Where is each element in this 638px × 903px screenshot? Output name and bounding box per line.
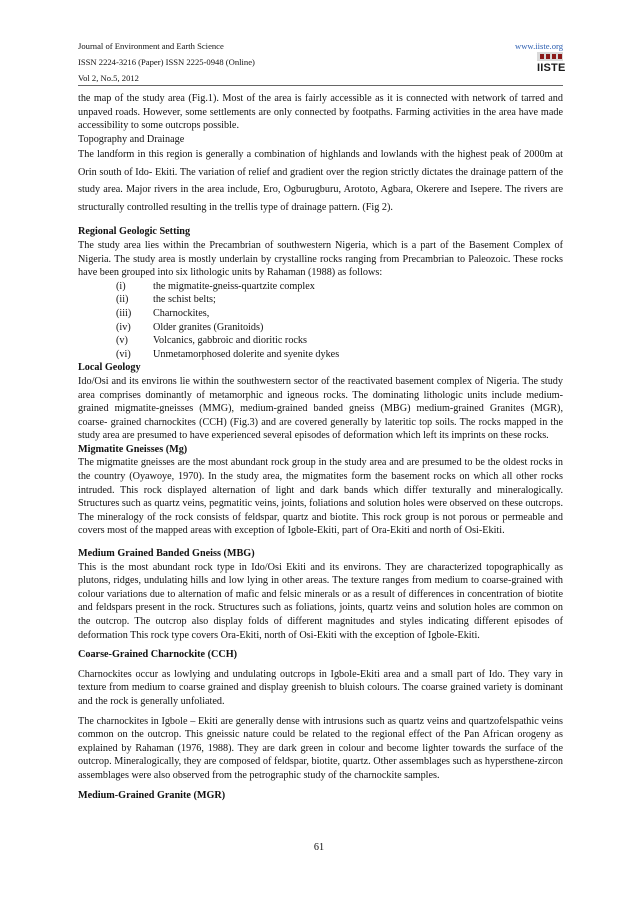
intro-paragraph: the map of the study area (Fig.1). Most of the area is fairly accessible as it is connected with network of tarred and unpaved roads. However, some settlements are only connected by footpaths. Farming activities in the area have made accessibility to some outcrops possible. bbox=[78, 93, 563, 132]
topography-heading: Topography and Drainage bbox=[78, 133, 185, 145]
mgr-heading: Medium-Grained Granite (MGR) bbox=[78, 789, 226, 801]
issn-text: ISSN 2224-3216 (Paper) ISSN 2225-0948 (Online) bbox=[78, 57, 255, 67]
volume-text: Vol 2, No.5, 2012 bbox=[78, 73, 139, 83]
cch-paragraph-1: Charnockites occur as lowlying and undulating outcrops in Igbole-Ekiti area and a small part of Ido. They vary in texture from medium to coarse grained and display greenish to bluish colours. The coarse grained variety is dominant and the rock is generally unfoliated. bbox=[78, 668, 563, 707]
iiste-logo bbox=[537, 52, 566, 76]
list-item: (vi) Unmetamorphosed dolerite and syenite dykes bbox=[116, 348, 340, 360]
topography-paragraph: The landform in this region is generally a combination of highlands and lowlands with the highest peak of 2000m at Orin south of Ido- Ekiti. The variation of relief and gradient over the region strictly dictates the drainage pattern of the study area. Major rivers in the area include, Ero, Ogburugburu, Arototo, Agbara, Okerere and Isepere. The rivers are structurally controlled resulting in the trellis type of drainage pattern. (Fig 2). bbox=[78, 149, 563, 213]
list-item: (iii) Charnockites, bbox=[116, 307, 210, 319]
article-body bbox=[78, 92, 563, 802]
header-divider bbox=[78, 85, 563, 86]
list-item: (ii) the schist belts; bbox=[116, 294, 216, 306]
regional-geology-paragraph: The study area lies within the Precambrian of southwestern Nigeria, which is a part of the Basement Complex of Nigeria. The study area is mostly underlain by crystalline rocks ranging from Precambrian to Paleozoic. These rocks have been grouped into six lithologic units by Rahaman (1988) as follows: bbox=[78, 239, 563, 279]
mbg-heading: Medium Grained Banded Gneiss (MBG) bbox=[78, 548, 255, 560]
list-item: (i) the migmatite-gneiss-quartzite complex bbox=[116, 280, 315, 292]
local-geology-paragraph: Ido/Osi and its environs lie within the southwestern sector of the reactivated basement complex of Nigeria. The study area comprises dominantly of metamorphic and igneous rocks. The dominating lithologic units include medium-grained migmatite-gneisses (MMG), medium-grained banded gneiss (MBG) medium-grained Granites (MGR), coarse- grained charnockites (CCH) (Fig.3) and are covered generally by lateritic top soils. The rocks mapped in the study area are presumed to have experienced several episodes of deformation which left its imprints on these rocks. bbox=[78, 375, 563, 442]
journal-title: Journal of Environment and Earth Science bbox=[78, 41, 224, 51]
mbg-paragraph: This is the most abundant rock type in Ido/Osi Ekiti and its environs. They are characterized topographically as plutons, ridges, undulating hills and low lying in other areas. The texture ranges from medium to coarse-grained with colour variations due to alternation of mafic and felsic minerals or as a result of differences in concentration of biotite and feldspars present in the rock. Structures such as foliations, joints, quartz veins and solution holes are common on the outcrop. The outcrop also display folds of different magnitudes and styles indicating different episodes of deformation This rock type covers Ora-Ekiti, north of Osi-Ekiti with the exception of Igbole-Ekiti. bbox=[78, 561, 563, 641]
migmatite-paragraph: The migmatite gneisses are the most abundant rock group in the study area and are presumed to be the oldest rocks in the country (Oyawoye, 1970). In the study area, the migmatites form the basement rocks on which all other rocks intruded. This rock displayed alternation of light and dark bands which differ texturally and mineralogically. Structures such as quartz veins, pegmatitic veins, joints, foliations and solution holes were observed on these outcrops. The mineralogy of the rock consists of feldspar, quartz and biotite. This rock group is not porous or permeable and covers most of the mapped areas with exception of Igbole-Ekiti, part of Ora-Ekiti and north of Osi-Ekiti. bbox=[78, 457, 563, 537]
list-item: (v) Volcanics, gabbroic and dioritic rocks bbox=[116, 335, 307, 347]
logo-text: IISTE bbox=[537, 62, 566, 74]
migmatite-heading: Migmatite Gneisses (Mg) bbox=[78, 443, 188, 455]
regional-geology-heading: Regional Geologic Setting bbox=[78, 226, 191, 238]
lithologic-units-list bbox=[78, 280, 563, 362]
page-number: 61 bbox=[313, 842, 325, 853]
journal-url-link[interactable]: www.iiste.org bbox=[515, 41, 563, 51]
logo-mark-icon bbox=[537, 52, 563, 61]
cch-heading: Coarse-Grained Charnockite (CCH) bbox=[78, 649, 238, 661]
local-geology-heading: Local Geology bbox=[78, 362, 141, 374]
cch-paragraph-2: The charnockites in Igbole – Ekiti are generally dense with intrusions such as quartz veins and quartzofelspathic veins common on the outcrop. This gneissic nature could be related to the regional effect of the Pan African orogeny as explained by Rahaman (1976, 1988). They are dark green in colour and become lighter towards the surface of the outcrop. Mineralogically, they are composed of feldspar, biotite, quartz. Other assemblages such as hypersthene-zircon assemblages were also observed from the petrographic study of the charnockite samples. bbox=[78, 715, 563, 781]
list-item: (iv) Older granites (Granitoids) bbox=[116, 321, 264, 333]
